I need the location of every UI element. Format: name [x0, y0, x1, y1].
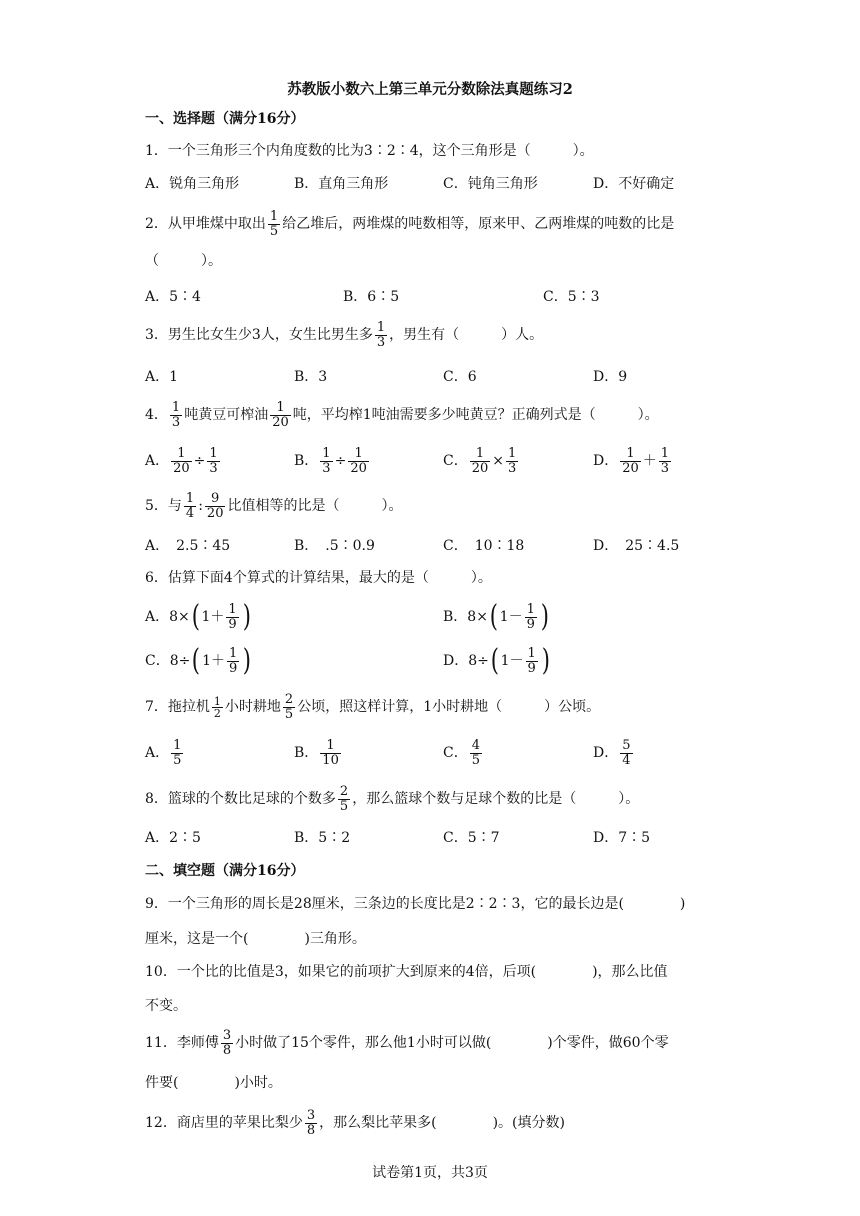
fraction: $\frac{2}{5}$	[284, 691, 294, 722]
page-title: 苏教版小数六上第三单元分数除法真题练习2	[287, 81, 573, 98]
q5-option-b: B． .5∶0.9	[294, 538, 375, 554]
q2-text-pre: 2．从甲堆煤中取出	[145, 216, 266, 232]
question-9: 9．一个三角形的周长是28厘米，三条边的长度比是2∶2∶3，它的最长边是( )	[145, 896, 686, 912]
q4-option-c: C． $\frac{1}{20}$ × $\frac{1}{3}$	[443, 445, 517, 476]
q2-option-b: B．6∶5	[343, 289, 400, 305]
fraction: $\frac{1}{3}$	[171, 399, 181, 430]
fraction: $\frac{1}{3}$	[376, 319, 386, 350]
q7-option-b: B． $\frac{1}{10}$	[294, 737, 339, 768]
q7-option-c: C． $\frac{4}{5}$	[443, 737, 480, 768]
fraction: $\frac{1}{5}$	[269, 208, 279, 239]
fraction: $\frac{3}{8}$	[222, 1027, 232, 1058]
q2-option-c: C．5∶3	[543, 289, 600, 305]
q3-option-c: C．6	[443, 369, 477, 385]
q7-option-d: D． $\frac{5}{4}$	[593, 737, 631, 768]
q5-option-d: D． 25∶4.5	[593, 538, 680, 554]
question-8: 8．篮球的个数比足球的个数多 $\frac{2}{5}$ ，那么篮球个数与足球个数的比是（ ）。	[145, 783, 640, 814]
question-11-line2: 件要( )小时。	[145, 1075, 282, 1091]
fraction: $\frac{1}{2}$	[213, 694, 221, 720]
q2-text-post: 给乙堆后，两堆煤的吨数相等，原来甲、乙两堆煤的吨数的比是	[282, 216, 675, 232]
q1-option-d: D．不好确定	[593, 176, 675, 192]
question-3	[145, 318, 543, 352]
q8-option-b: B．5∶2	[294, 830, 351, 846]
q6-option-c: C．8÷( 1＋ $\frac{1}{9}$ )	[145, 643, 252, 678]
q4-option-a: A． $\frac{1}{20}$ ÷ $\frac{1}{3}$	[145, 445, 218, 476]
question-11: 11．李师傅 $\frac{3}{8}$ 小时做了15个零件，那么他1小时可以做( )个零件，做60个零	[145, 1027, 669, 1058]
question-2	[145, 207, 674, 241]
page-footer: 试卷第1页，共3页	[372, 1165, 488, 1181]
question-12: 12．商店里的苹果比梨少 $\frac{3}{8}$ ，那么梨比苹果多( )。(填分数)	[145, 1107, 565, 1138]
q6-option-a: A．8×( 1＋ $\frac{1}{9}$ )	[145, 599, 251, 634]
question-1: 1．一个三角形三个内角度数的比为3∶2∶4，这个三角形是（ ）。	[145, 143, 594, 159]
fraction: $\frac{3}{8}$	[306, 1107, 316, 1138]
q6-option-b: B．8×( 1－ $\frac{1}{9}$ )	[443, 599, 549, 634]
question-7: 7．拖拉机 $\frac{1}{2}$ 小时耕地 $\frac{2}{5}$ 公顷，照这样计算，1小时耕地（ ）公顷。	[145, 691, 601, 722]
q3-text-post: ，男生有（ ）人。	[389, 327, 544, 343]
q1-option-b: B．直角三角形	[294, 176, 389, 192]
q3-option-d: D．9	[593, 369, 628, 385]
question-10: 10．一个比的比值是3，如果它的前项扩大到原来的4倍，后项( )，那么比值	[145, 964, 668, 980]
fraction: $\frac{1}{4}$	[185, 490, 195, 521]
q3-option-a: A．1	[145, 369, 179, 385]
question-5: 5．与 $\frac{1}{4}$ : $\frac{9}{20}$ 比值相等的比是（ ）。	[145, 490, 403, 521]
question-9-line2: 厘米，这是一个( )三角形。	[145, 931, 366, 947]
q4-option-d: D． $\frac{1}{20}$ ＋ $\frac{1}{3}$	[593, 445, 670, 476]
fraction: $\frac{2}{5}$	[339, 783, 349, 814]
q1-option-a: A．锐角三角形	[145, 176, 240, 192]
q2-option-a: A．5∶4	[145, 289, 201, 305]
q1-option-c: C．钝角三角形	[443, 176, 538, 192]
q8-option-d: D．7∶5	[593, 830, 651, 846]
section-heading-fill: 二、填空题（满分16分）	[145, 863, 305, 879]
q5-option-a: A． 2.5∶45	[145, 538, 231, 554]
fraction: $\frac{9}{20}$	[206, 490, 224, 521]
q6-option-d: D．8÷( 1－ $\frac{1}{9}$ )	[443, 643, 550, 678]
q8-option-a: A．2∶5	[145, 830, 201, 846]
question-6: 6．估算下面4个算式的计算结果，最大的是（ ）。	[145, 570, 492, 586]
question-4: 4． $\frac{1}{3}$ 吨黄豆可榨油 $\frac{1}{20}$ 吨，平均榨1吨油需要多少吨黄豆？正确列式是（ ）。	[145, 399, 659, 430]
q5-option-c: C． 10∶18	[443, 538, 525, 554]
question-2-line2: （ ）。	[145, 253, 222, 269]
q3-text-pre: 3．男生比女生少3人，女生比男生多	[145, 327, 373, 343]
q4-option-b: B． $\frac{1}{3}$ ÷ $\frac{1}{20}$	[294, 445, 367, 476]
q8-option-c: C．5∶7	[443, 830, 500, 846]
question-10-line2: 不变。	[145, 998, 187, 1014]
q7-option-a: A． $\frac{1}{5}$	[145, 737, 182, 768]
q3-option-b: B．3	[294, 369, 328, 385]
fraction: $\frac{1}{20}$	[272, 399, 289, 430]
section-heading-choice: 一、选择题（满分16分）	[145, 111, 305, 127]
